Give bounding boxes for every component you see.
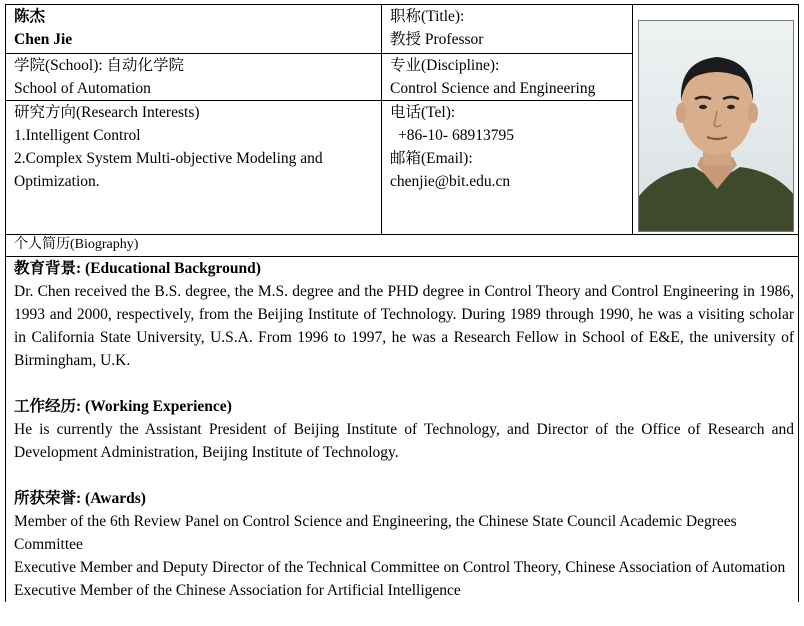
award-item-2: Executive Member and Deputy Director of the Technical Committee on Control Theory, Chinese Association of Automation bbox=[14, 559, 786, 576]
biography-body bbox=[6, 257, 799, 603]
awards-heading-en: (Awards) bbox=[85, 490, 146, 507]
email-value[interactable]: chenjie@bit.edu.cn bbox=[390, 173, 511, 190]
discipline-label: 专业(Discipline): bbox=[390, 57, 500, 74]
discipline-cell bbox=[382, 54, 633, 101]
education-heading-en: (Educational Background) bbox=[85, 260, 261, 277]
work-heading-cn: 工作经历: bbox=[14, 398, 82, 415]
title-label: 职称(Title): bbox=[390, 8, 465, 25]
work-text: He is currently the Assistant President of Beijing Institute of Technology, and Director of the Office of Research and Development Administration, Beijing Institute of Technology. bbox=[14, 421, 794, 461]
research-label: 研究方向(Research Interests) bbox=[14, 104, 200, 121]
name-chinese: 陈杰 bbox=[14, 8, 46, 25]
award-item-1: Member of the 6th Review Panel on Control Science and Engineering, the Chinese State Council Academic Degrees Committee bbox=[14, 513, 737, 553]
title-cell bbox=[382, 5, 633, 54]
biography-header: 个人简历(Biography) bbox=[6, 235, 799, 257]
name-english: Chen Jie bbox=[14, 31, 73, 48]
section-spacer bbox=[14, 464, 794, 487]
research-cell bbox=[6, 101, 382, 235]
portrait-image bbox=[639, 21, 794, 232]
research-item-2: 2.Complex System Multi-objective Modeling and Optimization. bbox=[14, 150, 323, 190]
profile-photo bbox=[638, 20, 794, 232]
profile-card bbox=[5, 4, 798, 602]
contact-cell bbox=[382, 101, 633, 235]
awards-heading-cn: 所获荣誉: bbox=[14, 490, 82, 507]
research-item-1: 1.Intelligent Control bbox=[14, 127, 141, 144]
education-heading-cn: 教育背景: bbox=[14, 260, 82, 277]
school-label: 学院(School): 自动化学院 bbox=[14, 57, 185, 74]
education-text: Dr. Chen received the B.S. degree, the M.S. degree and the PHD degree in Control Theory and Control Engineering in 1986, 1993 and 2000, respectively, from the Beijing Institute of Technology. During 1989 through 1990, he was a visiting scholar in California State University, U.S.A. From 1996 to 1997, he was a Research Fellow in School of E&E, the university of Birmingham, U.K. bbox=[14, 283, 794, 369]
work-heading-en: (Working Experience) bbox=[85, 398, 232, 415]
profile-table bbox=[5, 4, 799, 602]
award-item-3: Executive Member of the Chinese Association for Artificial Intelligence bbox=[14, 582, 461, 599]
section-spacer bbox=[14, 372, 794, 395]
title-value: 教授 Professor bbox=[390, 31, 484, 48]
school-value: School of Automation bbox=[14, 80, 151, 97]
name-cell bbox=[6, 5, 382, 54]
photo-cell bbox=[633, 5, 799, 235]
tel-label: 电话(Tel): bbox=[390, 104, 456, 121]
discipline-value: Control Science and Engineering bbox=[390, 80, 596, 97]
tel-value: +86-10- 68913795 bbox=[398, 127, 514, 144]
awards-heading bbox=[14, 487, 794, 510]
school-cell bbox=[6, 54, 382, 101]
email-label: 邮箱(Email): bbox=[390, 150, 473, 167]
education-heading bbox=[14, 257, 794, 280]
work-heading bbox=[14, 395, 794, 418]
